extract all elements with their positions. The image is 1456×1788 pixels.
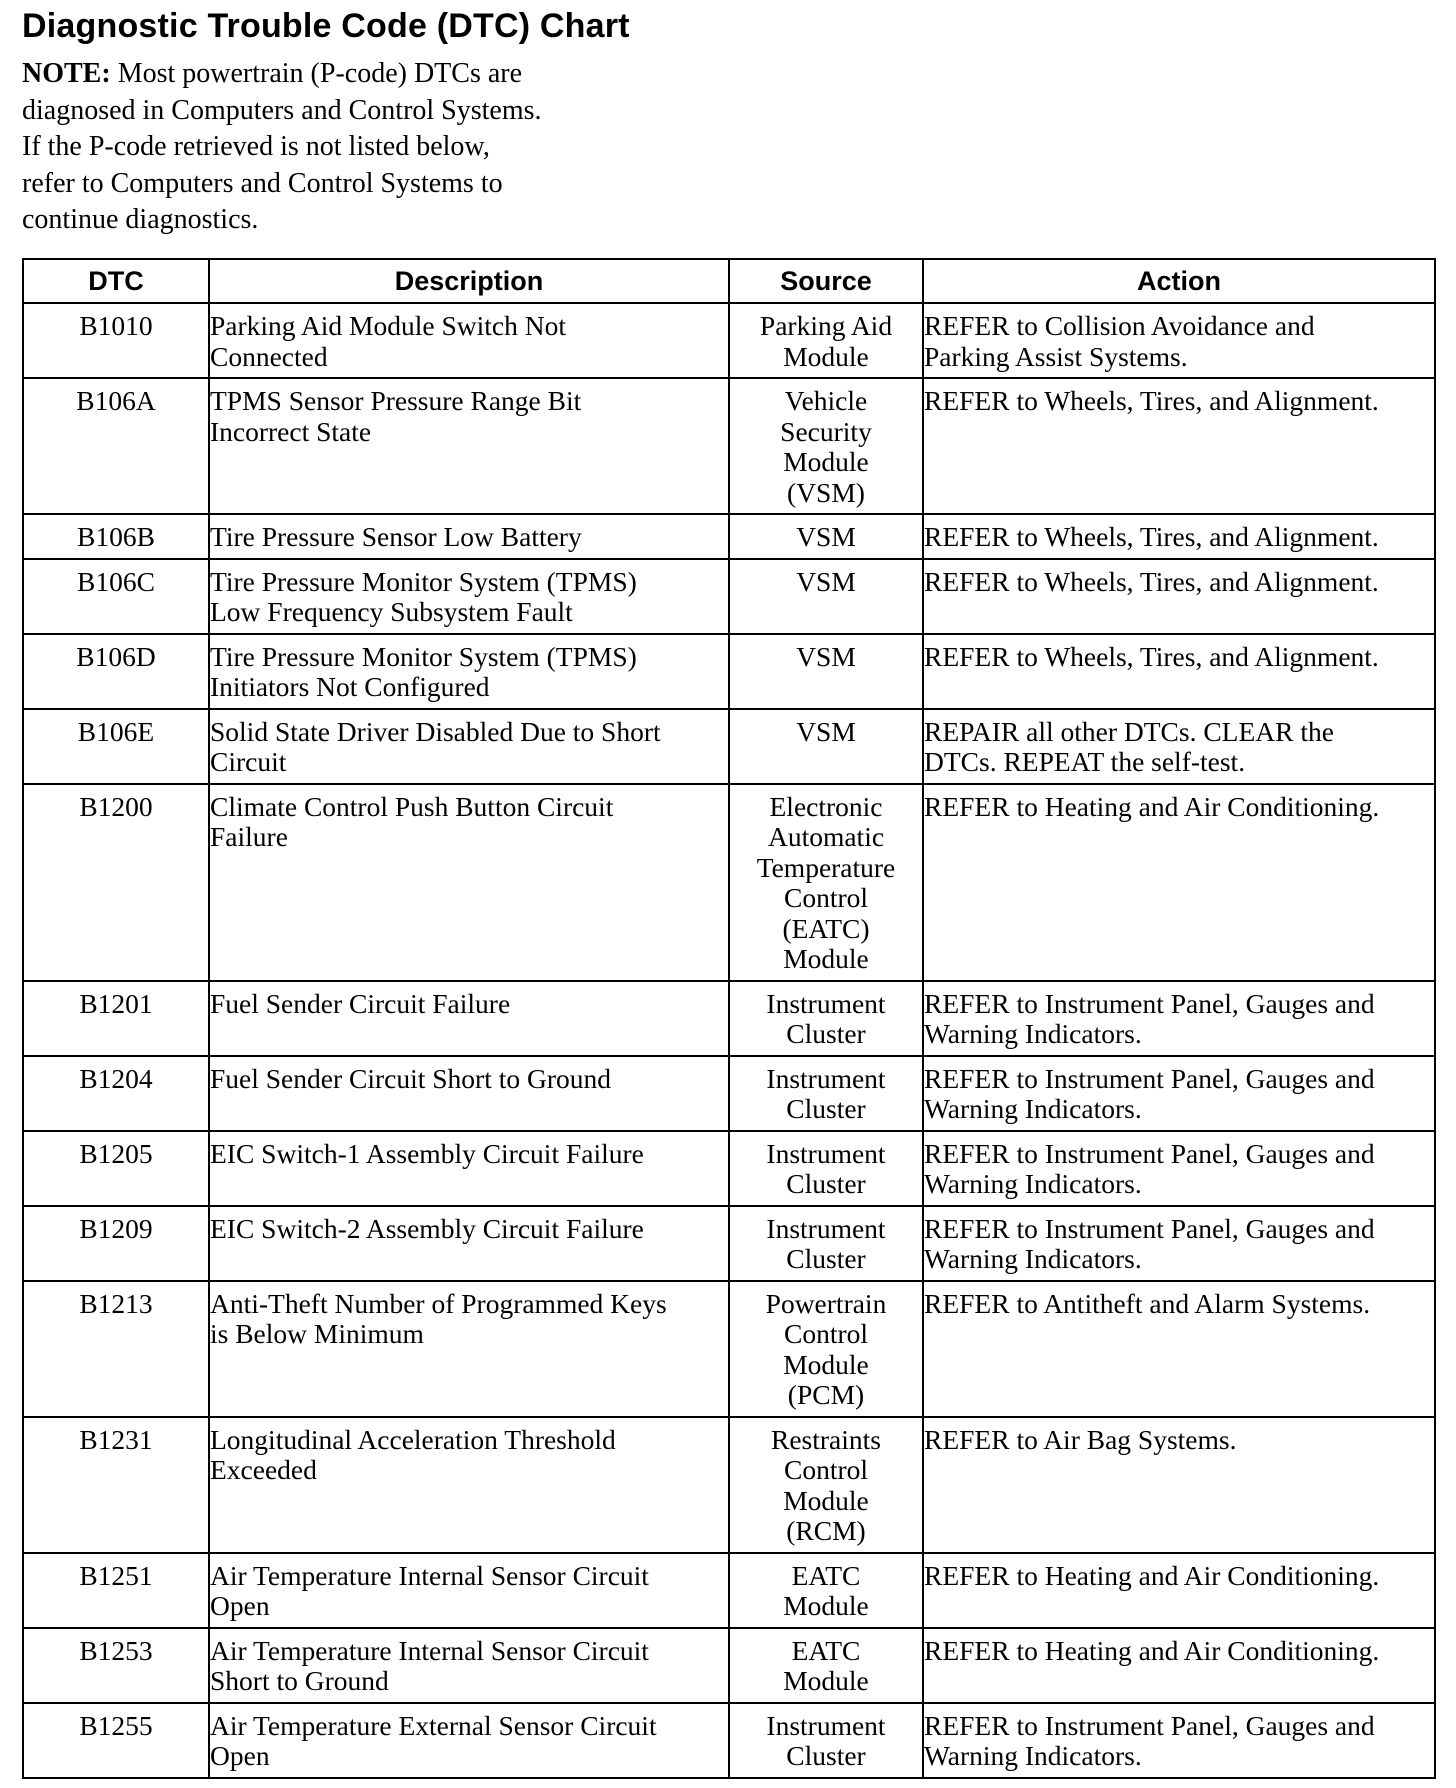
action-line: REFER to Wheels, Tires, and Alignment.	[924, 640, 1379, 672]
description-line: Low Frequency Subsystem Fault	[210, 596, 573, 627]
source-cell	[729, 1281, 923, 1417]
action-line: REFER to Antitheft and Alarm Systems.	[924, 1287, 1371, 1319]
source-line: Parking Aid	[759, 310, 893, 341]
source-line: Instrument	[766, 1709, 886, 1741]
description-cell	[209, 1417, 729, 1553]
source-line: Module	[783, 1665, 869, 1696]
action-cell	[923, 1703, 1435, 1778]
source-line: Restraints	[771, 1423, 881, 1455]
source-line: Module	[783, 943, 869, 974]
table-row	[23, 1628, 1435, 1703]
source-line: Control	[783, 1318, 869, 1349]
source-line: Module	[783, 1484, 869, 1516]
description-line: Tire Pressure Sensor Low Battery	[210, 521, 582, 552]
source-line: Electronic	[769, 790, 883, 822]
table-row	[23, 709, 1435, 784]
table-row	[23, 303, 1435, 378]
header-description: Description	[209, 259, 729, 303]
source-cell	[729, 1056, 923, 1131]
description-cell	[209, 1131, 729, 1206]
source-line: Cluster	[786, 1018, 866, 1049]
description-cell	[209, 559, 729, 634]
dtc-code: B106E	[23, 709, 209, 784]
table-row	[23, 1206, 1435, 1281]
source-cell	[729, 514, 923, 559]
description-cell	[209, 303, 729, 378]
note-line: If the P-code retrieved is not listed below,	[22, 131, 490, 162]
dtc-code: B1253	[23, 1628, 209, 1703]
source-line: Module	[783, 340, 869, 372]
description-cell	[209, 784, 729, 981]
action-line: REFER to Collision Avoidance and	[924, 310, 1315, 341]
description-line: Exceeded	[210, 1454, 317, 1485]
action-line: Warning Indicators.	[924, 1243, 1142, 1274]
action-cell	[923, 1131, 1435, 1206]
note-line: refer to Computers and Control Systems to	[22, 167, 503, 199]
description-line: Air Temperature Internal Sensor Circuit	[210, 1634, 649, 1666]
description-line: Anti-Theft Number of Programmed Keys	[210, 1287, 667, 1319]
note-line: continue diagnostics.	[22, 204, 259, 235]
source-line: Automatic	[767, 821, 885, 852]
action-line: DTCs. REPEAT the self-test.	[924, 746, 1246, 777]
action-line: Warning Indicators.	[924, 1093, 1142, 1124]
source-cell	[729, 981, 923, 1056]
dtc-code: B1231	[23, 1417, 209, 1553]
action-line: REFER to Instrument Panel, Gauges and	[924, 1062, 1375, 1094]
dtc-code: B106A	[23, 378, 209, 514]
dtc-code: B106D	[23, 634, 209, 709]
description-line: Connected	[210, 340, 328, 372]
source-line: VSM	[796, 521, 856, 552]
dtc-code: B1255	[23, 1703, 209, 1778]
source-line: VSM	[796, 565, 856, 597]
table-row	[23, 1553, 1435, 1628]
source-line: Instrument	[766, 1062, 886, 1094]
description-line: Circuit	[210, 746, 287, 777]
source-line: VSM	[796, 640, 856, 672]
note-line: diagnosed in Computers and Control Systems.	[22, 94, 542, 126]
source-line: Temperature	[756, 851, 896, 883]
source-cell	[729, 1628, 923, 1703]
table-row	[23, 981, 1435, 1056]
source-line: Instrument	[766, 987, 886, 1019]
description-line: is Below Minimum	[210, 1318, 424, 1349]
action-line: Warning Indicators.	[924, 1740, 1142, 1771]
action-line: REFER to Instrument Panel, Gauges and	[924, 1709, 1375, 1741]
source-cell	[729, 634, 923, 709]
dtc-code: B1201	[23, 981, 209, 1056]
table-row	[23, 1703, 1435, 1778]
source-line: EATC	[791, 1634, 861, 1666]
action-cell	[923, 514, 1435, 559]
description-line: Failure	[210, 821, 288, 852]
action-line: REFER to Instrument Panel, Gauges and	[924, 1137, 1375, 1169]
page-title: Diagnostic Trouble Code (DTC) Chart	[22, 7, 630, 45]
description-line: EIC Switch-1 Assembly Circuit Failure	[210, 1137, 644, 1169]
source-line: Powertrain	[765, 1287, 887, 1319]
dtc-code: B1200	[23, 784, 209, 981]
action-line: Warning Indicators.	[924, 1018, 1142, 1049]
note-label: NOTE:	[22, 58, 111, 89]
source-line: Instrument	[766, 1137, 886, 1169]
source-line: Cluster	[786, 1740, 866, 1771]
description-line: Tire Pressure Monitor System (TPMS)	[210, 640, 637, 672]
action-line: REFER to Air Bag Systems.	[924, 1423, 1237, 1455]
action-cell	[923, 1628, 1435, 1703]
description-cell	[209, 1056, 729, 1131]
description-cell	[209, 1628, 729, 1703]
description-line: Parking Aid Module Switch Not	[210, 310, 566, 341]
source-line: Module	[783, 1590, 869, 1621]
table-row	[23, 1281, 1435, 1417]
action-cell	[923, 1417, 1435, 1553]
action-cell	[923, 1056, 1435, 1131]
action-cell	[923, 709, 1435, 784]
source-cell	[729, 1553, 923, 1628]
action-line: Parking Assist Systems.	[924, 340, 1188, 372]
description-line: Air Temperature Internal Sensor Circuit	[210, 1559, 649, 1591]
source-cell	[729, 784, 923, 981]
action-cell	[923, 1281, 1435, 1417]
dtc-table	[22, 258, 1436, 1779]
dtc-code: B106C	[23, 559, 209, 634]
action-line: REFER to Wheels, Tires, and Alignment.	[924, 565, 1379, 597]
description-line: EIC Switch-2 Assembly Circuit Failure	[210, 1212, 644, 1244]
header-action: Action	[923, 259, 1435, 303]
description-line: Short to Ground	[210, 1665, 389, 1696]
action-cell	[923, 784, 1435, 981]
action-line: REFER to Heating and Air Conditioning.	[924, 1559, 1380, 1591]
description-cell	[209, 1703, 729, 1778]
action-cell	[923, 559, 1435, 634]
description-line: Initiators Not Configured	[210, 671, 490, 702]
table-row	[23, 514, 1435, 559]
source-line: Cluster	[786, 1243, 866, 1274]
source-line: Control	[783, 882, 869, 913]
source-line: Control	[783, 1454, 869, 1485]
table-row	[23, 1417, 1435, 1553]
header-dtc: DTC	[23, 259, 209, 303]
description-line: Open	[210, 1590, 270, 1621]
table-header-row	[23, 259, 1435, 303]
action-line: REFER to Instrument Panel, Gauges and	[924, 1212, 1375, 1244]
table-row	[23, 1056, 1435, 1131]
description-cell	[209, 981, 729, 1056]
action-cell	[923, 634, 1435, 709]
dtc-code: B1010	[23, 303, 209, 378]
action-line: REFER to Heating and Air Conditioning.	[924, 790, 1380, 822]
description-line: Incorrect State	[210, 415, 372, 447]
note-line	[22, 56, 642, 93]
action-line: REFER to Wheels, Tires, and Alignment.	[924, 385, 1379, 416]
dtc-code: B1205	[23, 1131, 209, 1206]
source-line: Cluster	[786, 1093, 866, 1124]
description-cell	[209, 1206, 729, 1281]
action-cell	[923, 378, 1435, 514]
table-row	[23, 784, 1435, 981]
source-cell	[729, 559, 923, 634]
source-line: (RCM)	[786, 1515, 866, 1546]
description-line: Fuel Sender Circuit Failure	[210, 987, 511, 1019]
action-cell	[923, 1206, 1435, 1281]
action-cell	[923, 981, 1435, 1056]
description-cell	[209, 514, 729, 559]
source-cell	[729, 1703, 923, 1778]
source-cell	[729, 709, 923, 784]
description-cell	[209, 709, 729, 784]
source-line: Vehicle	[784, 385, 868, 416]
source-cell	[729, 378, 923, 514]
dtc-code: B106B	[23, 514, 209, 559]
table-row	[23, 559, 1435, 634]
source-cell	[729, 1206, 923, 1281]
description-cell	[209, 634, 729, 709]
dtc-code: B1204	[23, 1056, 209, 1131]
action-line: REFER to Instrument Panel, Gauges and	[924, 987, 1375, 1019]
source-line: VSM	[796, 715, 856, 747]
description-line: Tire Pressure Monitor System (TPMS)	[210, 565, 637, 597]
source-cell	[729, 1417, 923, 1553]
description-line: Climate Control Push Button Circuit	[210, 790, 614, 822]
description-cell	[209, 1281, 729, 1417]
source-line: Cluster	[786, 1168, 866, 1199]
source-line: Security	[780, 415, 872, 447]
note-paragraph	[22, 56, 642, 239]
description-line: Solid State Driver Disabled Due to Short	[210, 715, 661, 747]
description-cell	[209, 378, 729, 514]
action-line: REFER to Heating and Air Conditioning.	[924, 1634, 1380, 1666]
description-cell	[209, 1553, 729, 1628]
description-line: TPMS Sensor Pressure Range Bit	[210, 385, 582, 416]
action-line: Warning Indicators.	[924, 1168, 1142, 1199]
table-row	[23, 1131, 1435, 1206]
action-line: REPAIR all other DTCs. CLEAR the	[924, 715, 1334, 747]
action-cell	[923, 303, 1435, 378]
table-row	[23, 378, 1435, 514]
description-line: Longitudinal Acceleration Threshold	[210, 1423, 616, 1455]
source-line: (PCM)	[787, 1379, 865, 1410]
note-text: Most powertrain (P-code) DTCs are	[110, 58, 523, 89]
source-cell	[729, 1131, 923, 1206]
dtc-code: B1209	[23, 1206, 209, 1281]
description-line: Open	[210, 1740, 270, 1771]
table-row	[23, 634, 1435, 709]
source-line: (VSM)	[787, 476, 865, 508]
action-cell	[923, 1553, 1435, 1628]
dtc-code: B1213	[23, 1281, 209, 1417]
description-line: Fuel Sender Circuit Short to Ground	[210, 1062, 612, 1094]
description-line: Air Temperature External Sensor Circuit	[210, 1709, 657, 1741]
action-line: REFER to Wheels, Tires, and Alignment.	[924, 521, 1379, 552]
source-line: EATC	[791, 1559, 861, 1591]
source-cell	[729, 303, 923, 378]
table-body	[23, 303, 1435, 1778]
source-line: Module	[783, 1348, 869, 1380]
source-line: (EATC)	[782, 912, 870, 944]
source-line: Module	[783, 446, 869, 477]
header-source: Source	[729, 259, 923, 303]
source-line: Instrument	[766, 1212, 886, 1244]
dtc-code: B1251	[23, 1553, 209, 1628]
